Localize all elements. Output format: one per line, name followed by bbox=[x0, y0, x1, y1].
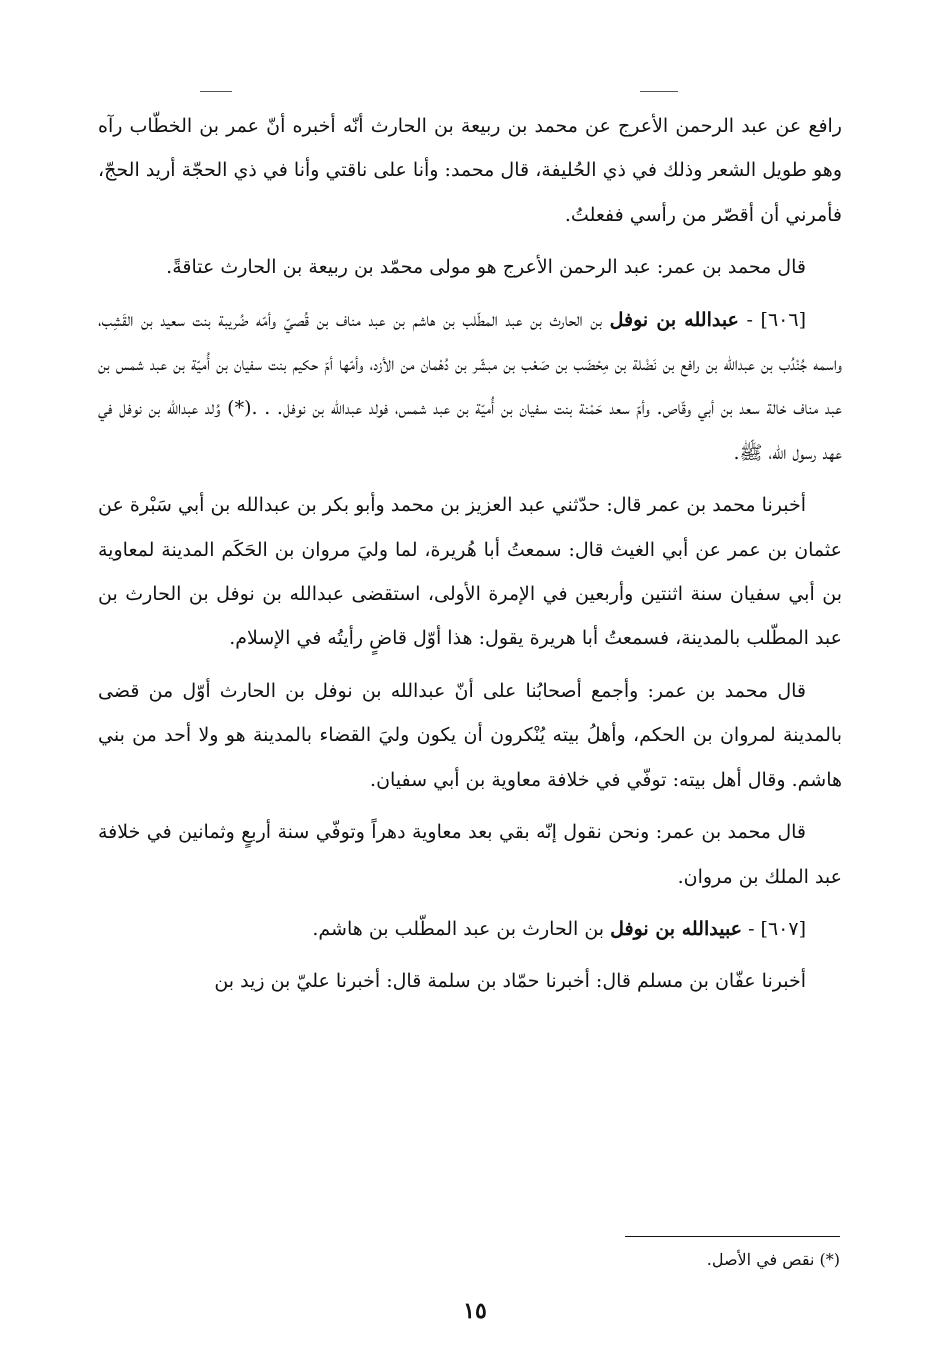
paragraph-5: قال محمد بن عمر: وأجمع أصحابُنا على أنّ عبدالله بن نوفل بن الحارث أوّل من قضى بالمدينة لمروان بن الحكم، وأهلُ بيته يُنْكرون أن يكون وليَ القضاء بالمدينة هو ولا أحد من بني هاشم. وقال أهل بيته: توفّي في خلافة معاوية بن أبي سفيان. bbox=[98, 679, 842, 791]
entry-heading-name: عبيدالله بن نوفل bbox=[610, 917, 743, 940]
paragraph-6: قال محمد بن عمر: ونحن نقول إنّه بقي بعد معاوية دهراً وتوفّي سنة أربعٍ وثمانين في خلافة عبد الملك بن مروان. bbox=[98, 821, 842, 888]
footnote: (*) نقص في الأصل. bbox=[706, 1250, 840, 1269]
page-number: ١٥ bbox=[463, 1298, 487, 1324]
paragraph-8: أخبرنا عفّان بن مسلم قال: أخبرنا حمّاد بن سلمة قال: أخبرنا عليّ بن زيد بن bbox=[214, 970, 806, 993]
entry-number: [٦٠٦] - bbox=[746, 308, 806, 331]
header-mark bbox=[200, 91, 232, 92]
paragraph-1: رافع عن عبد الرحمن الأعرج عن محمد بن ربيعة بن الحارث أنّه أخبره أنّ عمر بن الخطّاب رآه وهو طويل الشعر وذلك في ذي الحُليفة، قال محمد: وأنا على ناقتي وأنا في ذي الحجّة أريد الحجّ، فأمرني أن أقصّر من رأسي ففعلتُ. bbox=[98, 115, 842, 226]
entry-606 bbox=[98, 298, 842, 476]
entry-heading-name: عبدالله بن نوفل bbox=[609, 308, 739, 331]
entry-607 bbox=[98, 907, 842, 951]
header-mark bbox=[640, 91, 678, 92]
entry-number: [٦٠٧] - bbox=[748, 917, 806, 940]
entry-text: بن الحارث بن عبد المطّلب بن هاشم بن عبد مناف بن قُصيّ وأمّه ضُريبة بنت سعيد بن القَشِب، واسمه جُنْدُب بن عبدالله بن رافع بن نَضْلة بن مِحْضَب بن صَعْب بن مبشّر بن دُهْمان من الأزد، وأمّها أمّ حكيم بنت سفيان بن أُميّة بن عبد شمس بن عبد مناف خالة سعد بن أبي وقّاص. وأمّ سعد حَمْنة بنت سفيان بن أُميّة بن عبد شمس، فولد عبدالله بن نوفل. . .(*) وُلد عبدالله بن نوفل في عهد رسول الله، ﷺ. bbox=[98, 308, 842, 464]
entry-text: بن الحارث بن عبد المطّلب بن هاشم. bbox=[312, 917, 611, 940]
footnote-divider bbox=[625, 1236, 840, 1237]
paragraph-4: أخبرنا محمد بن عمر قال: حدّثني عبد العزيز بن محمد وأبو بكر بن عبدالله بن أبي سَبْرة عن عثمان بن عمر عن أبي الغيث قال: سمعتُ أبا هُريرة، لما وليَ مروان بن الحَكَم المدينة لمعاوية بن أبي سفيان سنة اثنتين وأربعين في الإمرة الأولى، استقضى عبدالله بن نوفل بن الحارث بن عبد المطّلب بالمدينة، فسمعتُ أبا هريرة يقول: هذا أوّل قاضٍ رأيتُه في الإسلام. bbox=[98, 494, 842, 650]
body-text bbox=[98, 104, 842, 1012]
paragraph-2: قال محمد بن عمر: عبد الرحمن الأعرج هو مولى محمّد بن ربيعة بن الحارث عتاقةً. bbox=[166, 256, 806, 279]
